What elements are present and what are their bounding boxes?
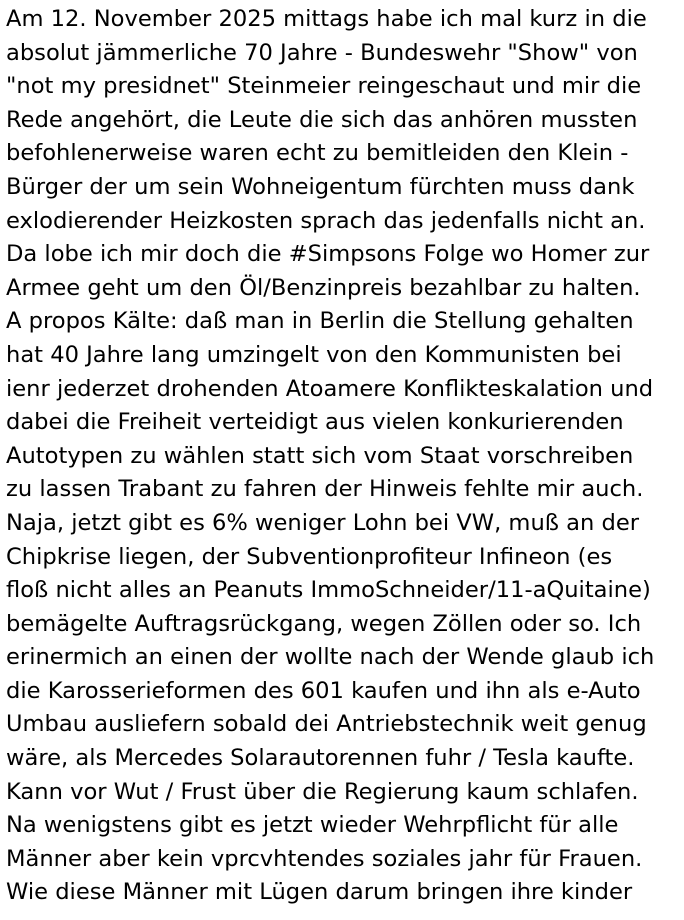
text-line: Bürger der um sein Wohneigentum fürchten muss dank [6, 173, 635, 200]
text-line: "not my presidnet" Steinmeier reingeschaut und mir die [6, 73, 642, 100]
text-line: die Karosserieformen des 601 kaufen und ihn als e-Auto [6, 677, 641, 704]
text-line: befohlenerweise waren echt zu bemitleiden den Klein - [6, 140, 629, 167]
text-line: Am 12. November 2025 mittags habe ich mal kurz in die [6, 6, 647, 32]
text-line: wäre, als Mercedes Solarautorennen fuhr / Tesla kaufte. [6, 745, 635, 772]
text-line: Chipkrise liegen, der Subventionprofiteur Infineon (es [6, 543, 613, 570]
text-line: Na wenigstens gibt es jetzt wieder Wehrpflicht für alle [6, 812, 619, 839]
text-line: Umbau ausliefern sobald dei Antriebstechnik weit genug [6, 711, 647, 738]
text-line: Rede angehört, die Leute die sich das anhören mussten [6, 106, 638, 133]
text-line: A propos Kälte: daß man in Berlin die Stellung gehalten [6, 308, 634, 335]
text-line: floß nicht alles an Peanuts ImmoSchneider/11-aQuitaine) [6, 577, 651, 604]
text-line: Männer aber kein vprcvhtendes soziales jahr für Frauen. [6, 845, 643, 872]
text-line: bemägelte Auftragsrückgang, wegen Zöllen oder so. Ich [6, 610, 642, 637]
text-line: absolut jämmerliche 70 Jahre - Bundeswehr "Show" von [6, 39, 638, 66]
text-line: exlodierender Heizkosten sprach das jedenfalls nicht an. [6, 207, 646, 234]
text-line: ienr jederzet drohenden Atoamere Konflikteskalation und [6, 375, 654, 402]
text-line: erinermich an einen der wollte nach der Wende glaub ich [6, 644, 655, 671]
text-line: Autotypen zu wählen statt sich vom Staat vorschreiben [6, 442, 634, 469]
text-line: hat 40 Jahre lang umzingelt von den Kommunisten bei [6, 341, 622, 368]
text-line: zu lassen Trabant zu fahren der Hinweis fehlte mir auch. [6, 476, 644, 503]
text-line: Wie diese Männer mit Lügen darum bringen ihre kinder [6, 879, 633, 906]
text-line: Armee geht um den Öl/Benzinpreis bezahlbar zu halten. [6, 274, 641, 301]
document-text [6, 3, 682, 910]
text-line: dabei die Freiheit verteidigt aus vielen konkurierenden [6, 409, 624, 436]
text-line: Kann vor Wut / Frust über die Regierung kaum schlafen. [6, 778, 639, 805]
text-line: Naja, jetzt gibt es 6% weniger Lohn bei VW, muß an der [6, 509, 640, 536]
text-line: Da lobe ich mir doch die #Simpsons Folge wo Homer zur [6, 241, 650, 268]
